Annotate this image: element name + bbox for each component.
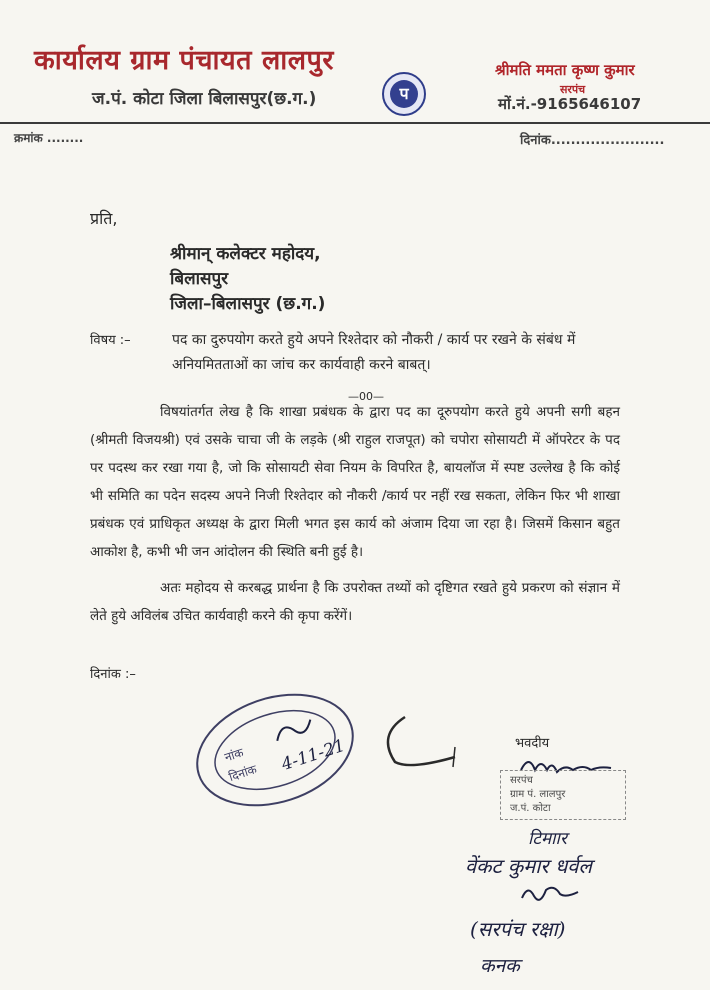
second-signature [520,880,580,906]
stamp-label-1: नांक [222,745,246,765]
closing-yours: भवदीय [515,736,550,751]
stamp-date: 4-11-21 [279,735,348,776]
body-paragraph-2: अतः महोदय से करबद्ध प्रार्थना है कि उपरोक्त तथ्यों को दृष्टिगत रखते हुये प्रकरण को संज्ञान में लेते हुये अविलंब उचित कार्यवाही करने की कृपा करेंगें। [90,580,620,624]
subject-label: विषय :– [90,333,131,348]
seal-line-1: सरपंच [510,775,533,786]
stamp-label-2: दिनांक [227,762,259,785]
seal-line-2: ग्राम पं. लालपुर [510,789,566,800]
reference-number-field: क्रमांक ........ [14,131,84,145]
seal-line-3: ज.पं. कोटा [510,803,551,814]
office-title: कार्यालय ग्राम पंचायत लालपुर [34,45,334,76]
sarpanch-name: श्रीमति ममता कृष्ण कुमार [495,61,635,79]
panchayat-emblem-icon [382,72,426,116]
handwritten-line-1: टिमाार [528,829,567,849]
salutation: प्रति, [90,209,118,228]
mobile-number: मों.नं.-9165646107 [498,95,642,113]
date-field: दिनांक....................... [520,133,665,148]
receipt-stamp [185,680,365,820]
subject-divider: —00— [348,390,384,403]
header-divider [0,122,710,124]
stamp-initials [274,719,313,740]
pen-mark [375,712,465,782]
body-paragraph-1: विषयांतर्गत लेख है कि शाखा प्रबंधक के द्वारा पद का दूरुपयोग करते हुये अपनी सगी बहन (श्रीमती विजयश्री) एवं उसके चाचा जी के लड़के (श्री राहुल राजपूत) को चपोरा सोसायटी में ऑपरेटर के पद पर पदस्थ कर रखा गया है, जो कि सोसायटी सेवा नियम के विपरित है, बायलॉज में स्पष्ट उल्लेख है कि कोई भी समिति का पदेन सदस्य अपने निजी रिश्तेदार को नौकरी /कार्य पर नहीं रख सकता, लेकिन फिर भी शाखा प्रबंधक एवं प्राधिकृत अध्यक्ष के द्वारा मिली भगत इस कार्य को अंजाम दिया जा रहा है। जिसमें किसान बहुत आकोश है, कभी भी जन आंदोलन की स्थिति बनी हुई है। [90,404,620,560]
emblem-letter: प [390,80,418,108]
letter-body [90,398,620,630]
sarpanch-role: सरपंच [560,83,586,96]
addressee-line-3: जिला–बिलासपुर (छ.ग.) [170,294,326,314]
subject-text: पद का दुरुपयोग करते हुये अपने रिश्तेदार को नौकरी / कार्य पर रखने के संबंध में अनियमितताओं का जांच कर कार्यवाही करने बाबत्। [172,332,576,373]
handwritten-line-3: (सरपंच रक्षा) [470,917,566,941]
office-subtitle: ज.पं. कोटा जिला बिलासपुर(छ.ग.) [92,89,317,109]
addressee-line-1: श्रीमान् कलेक्टर महोदय, [170,244,321,264]
handwritten-line-4: कनक [480,955,520,977]
closing-date-label: दिनांक :– [90,667,136,682]
addressee-line-2: बिलासपुर [170,269,229,289]
handwritten-line-2: वेंकट कुमार धर्वल [465,854,592,878]
